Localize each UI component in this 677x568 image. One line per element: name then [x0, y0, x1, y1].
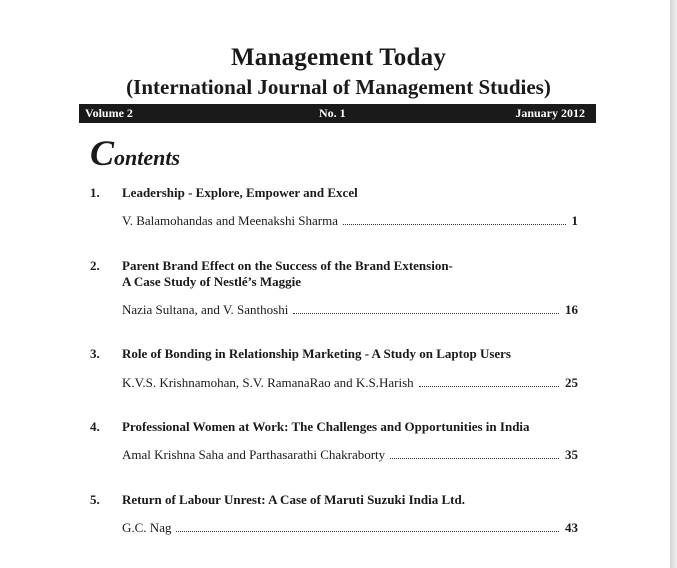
dot-leader — [176, 521, 559, 532]
journal-subtitle: (International Journal of Management Studies) — [126, 75, 551, 99]
contents-heading-initial: C — [90, 133, 115, 173]
article-number: 3. — [90, 346, 100, 361]
article-page-number[interactable]: 16 — [565, 302, 578, 317]
article-title[interactable]: Parent Brand Effect on the Success of the Brand Extension- — [122, 258, 453, 273]
article-number: 2. — [90, 258, 100, 273]
article-authors-line — [122, 447, 578, 463]
article-authors: G.C. Nag — [122, 520, 172, 535]
issue-date-label: January 2012 — [515, 106, 585, 120]
article-page-number[interactable]: 1 — [571, 213, 578, 228]
article-title[interactable]: Professional Women at Work: The Challenges and Opportunities in India — [122, 419, 530, 434]
article-number: 4. — [90, 419, 100, 434]
article-authors-line — [122, 302, 578, 318]
contents-heading — [90, 132, 180, 174]
article-title-line2[interactable]: A Case Study of Nestlé’s Maggie — [122, 274, 301, 289]
article-number: 1. — [90, 185, 100, 200]
article-authors: Amal Krishna Saha and Parthasarathi Chakraborty — [122, 447, 386, 462]
issue-number-label: No. 1 — [319, 106, 346, 120]
dot-leader — [390, 448, 559, 459]
article-authors: V. Balamohandas and Meenakshi Sharma — [122, 213, 339, 228]
article-authors: Nazia Sultana, and V. Santhoshi — [122, 302, 289, 317]
article-authors-line — [122, 520, 578, 536]
dot-leader — [343, 214, 565, 225]
article-page-number[interactable]: 43 — [565, 520, 578, 535]
article-authors: K.V.S. Krishnamohan, S.V. RamanaRao and K.S.Harish — [122, 375, 414, 390]
contents-heading-rest: ontents — [114, 145, 181, 170]
article-page-number[interactable]: 35 — [565, 447, 578, 462]
dot-leader — [293, 303, 559, 314]
article-title[interactable]: Leadership - Explore, Empower and Excel — [122, 185, 358, 200]
dot-leader — [419, 376, 559, 387]
journal-title: Management Today — [230, 44, 447, 71]
page-edge-shadow — [670, 0, 677, 568]
article-title[interactable]: Return of Labour Unrest: A Case of Maruti Suzuki India Ltd. — [122, 492, 465, 507]
volume-label: Volume 2 — [85, 106, 133, 120]
article-authors-line — [122, 213, 578, 229]
article-authors-line — [122, 375, 578, 391]
article-title[interactable]: Role of Bonding in Relationship Marketing - A Study on Laptop Users — [122, 346, 511, 361]
issue-info-bar — [79, 104, 596, 123]
article-page-number[interactable]: 25 — [565, 375, 578, 390]
article-number: 5. — [90, 492, 100, 507]
